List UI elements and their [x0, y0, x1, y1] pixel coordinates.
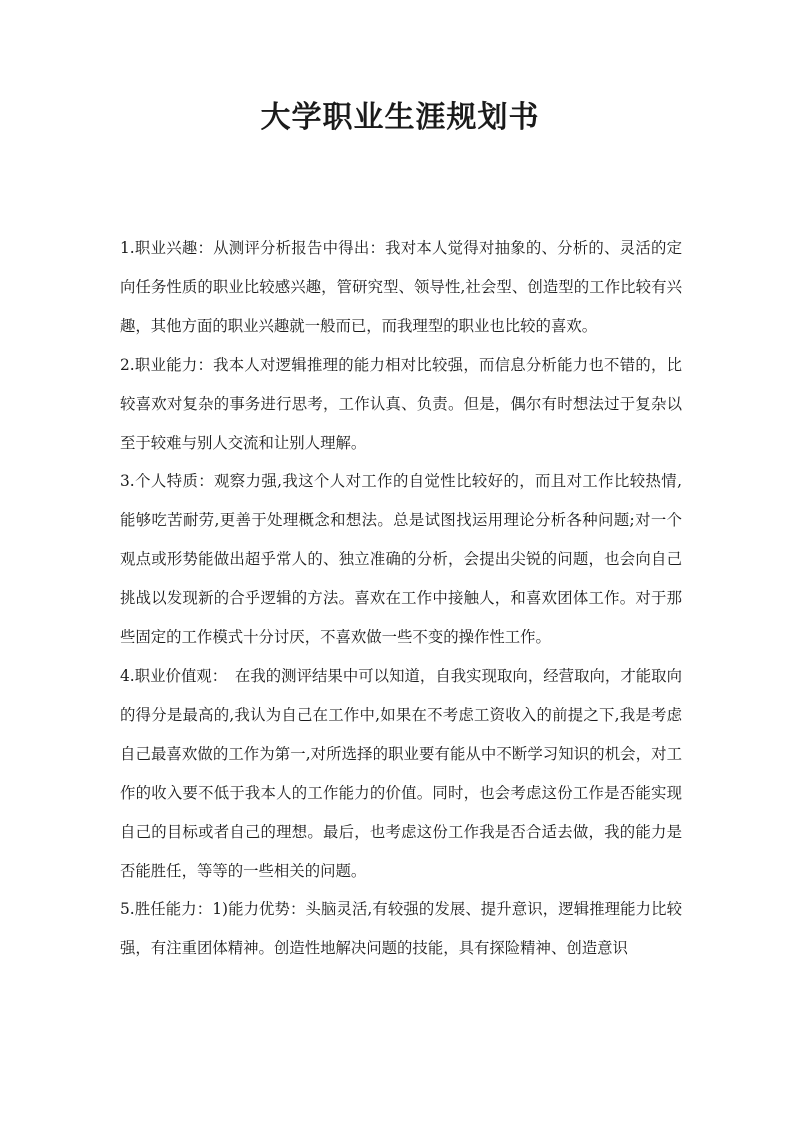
paragraph-career-values: 4.职业价值观： 在我的测评结果中可以知道，自我实现取向，经营取向，才能取向的得分是最高的,我认为自己在工作中,如果在不考虑工资收入的前提之下,我是考虑自己最喜欢做的工作为第一,对所选择的职业要有能从中不断学习知识的机会，对工作的收入要不低于我本人的工作能力的价值。同时，也会考虑这份工作是否能实现自己的目标或者自己的理想。最后，也考虑这份工作我是否合适去做，我的能力是否能胜任，等等的一些相关的问题。 [120, 666, 682, 880]
document-title: 大学职业生涯规划书 [260, 100, 540, 135]
document-body [120, 229, 682, 968]
paragraph-competency: 5.胜任能力：1)能力优势：头脑灵活,有较强的发展、提升意识，逻辑推理能力比较强，有注重团体精神。创造性地解决问题的技能，具有探险精神、创造意识 [120, 900, 682, 958]
paragraph-career-interest: 1.职业兴趣：从测评分析报告中得出：我对本人觉得对抽象的、分析的、灵活的定向任务性质的职业比较感兴趣，管研究型、领导性,社会型、创造型的工作比较有兴趣，其他方面的职业兴趣就一般而已，而我理型的职业也比较的喜欢。 [120, 239, 682, 335]
paragraph-personal-traits: 3.个人特质：观察力强,我这个人对工作的自觉性比较好的，而且对工作比较热情,能够吃苦耐劳,更善于处理概念和想法。总是试图找运用理论分析各种问题;对一个观点或形势能做出超乎常人的、独立准确的分析，会提出尖锐的问题，也会向自己挑战以发现新的合乎逻辑的方法。喜欢在工作中接触人，和喜欢团体工作。对于那些固定的工作模式十分讨厌，不喜欢做一些不变的操作性工作。 [120, 472, 682, 647]
paragraph-career-ability: 2.职业能力：我本人对逻辑推理的能力相对比较强，而信息分析能力也不错的，比较喜欢对复杂的事务进行思考，工作认真、负责。但是，偶尔有时想法过于复杂以至于较难与别人交流和让别人理解。 [120, 355, 682, 452]
